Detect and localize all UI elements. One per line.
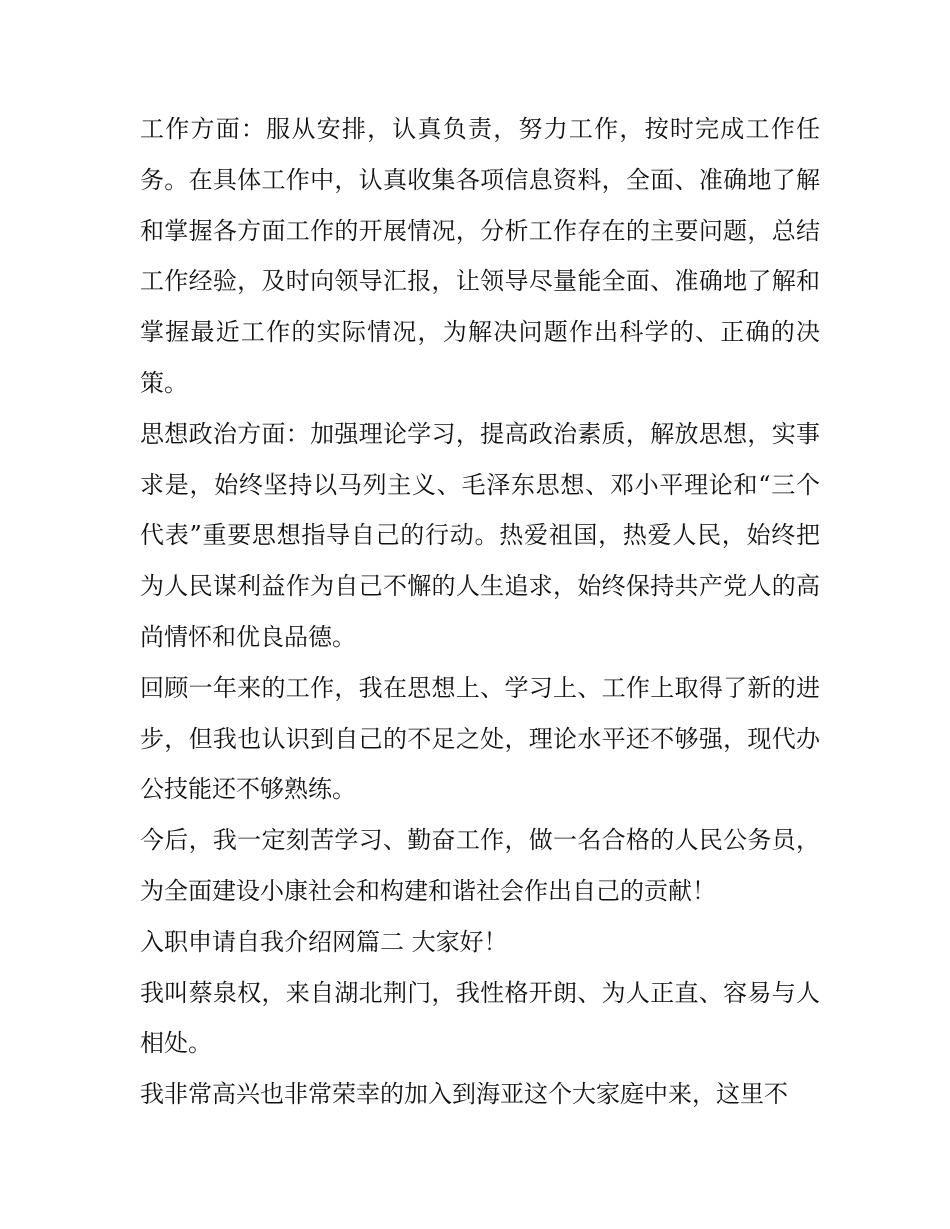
paragraph-review: 回顾一年来的工作，我在思想上、学习上、工作上取得了新的进步，但我也认识到自己的不足之处，理论水平还不够强，现代办公技能还不够熟练。	[140, 673, 820, 804]
paragraph-joining: 我非常高兴也非常荣幸的加入到海亚这个大家庭中来，这里不	[140, 1080, 788, 1109]
paragraph-politics: 思想政治方面：加强理论学习，提高政治素质，解放思想，实事求是，始终坚持以马列主义、毛泽东思想、邓小平理论和“三个代表”重要思想指导自己的行动。热爱祖国，热爱人民，始终把为人民谋利益作为自己不懈的人生追求，始终保持共产党人的高尚情怀和优良品德。	[140, 419, 820, 651]
document-body	[140, 104, 820, 1120]
paragraph-intro: 我叫蔡泉权，来自湖北荆门，我性格开朗、为人正直、容易与人相处。	[140, 978, 820, 1058]
paragraph-future: 今后，我一定刻苦学习、勤奋工作，做一名合格的人民公务员，为全面建设小康社会和构建和谐社会作出自己的贡献！	[140, 826, 820, 905]
paragraph-work: 工作方面：服从安排，认真负责，努力工作，按时完成工作任务。在具体工作中，认真收集各项信息资料，全面、准确地了解和掌握各方面工作的开展情况，分析工作存在的主要问题，总结工作经验，及时向领导汇报，让领导尽量能全面、准确地了解和掌握最近工作的实际情况，为解决问题作出科学的、正确的决策。	[140, 115, 820, 397]
section-heading: 入职申请自我介绍网篇二 大家好！	[140, 927, 508, 956]
